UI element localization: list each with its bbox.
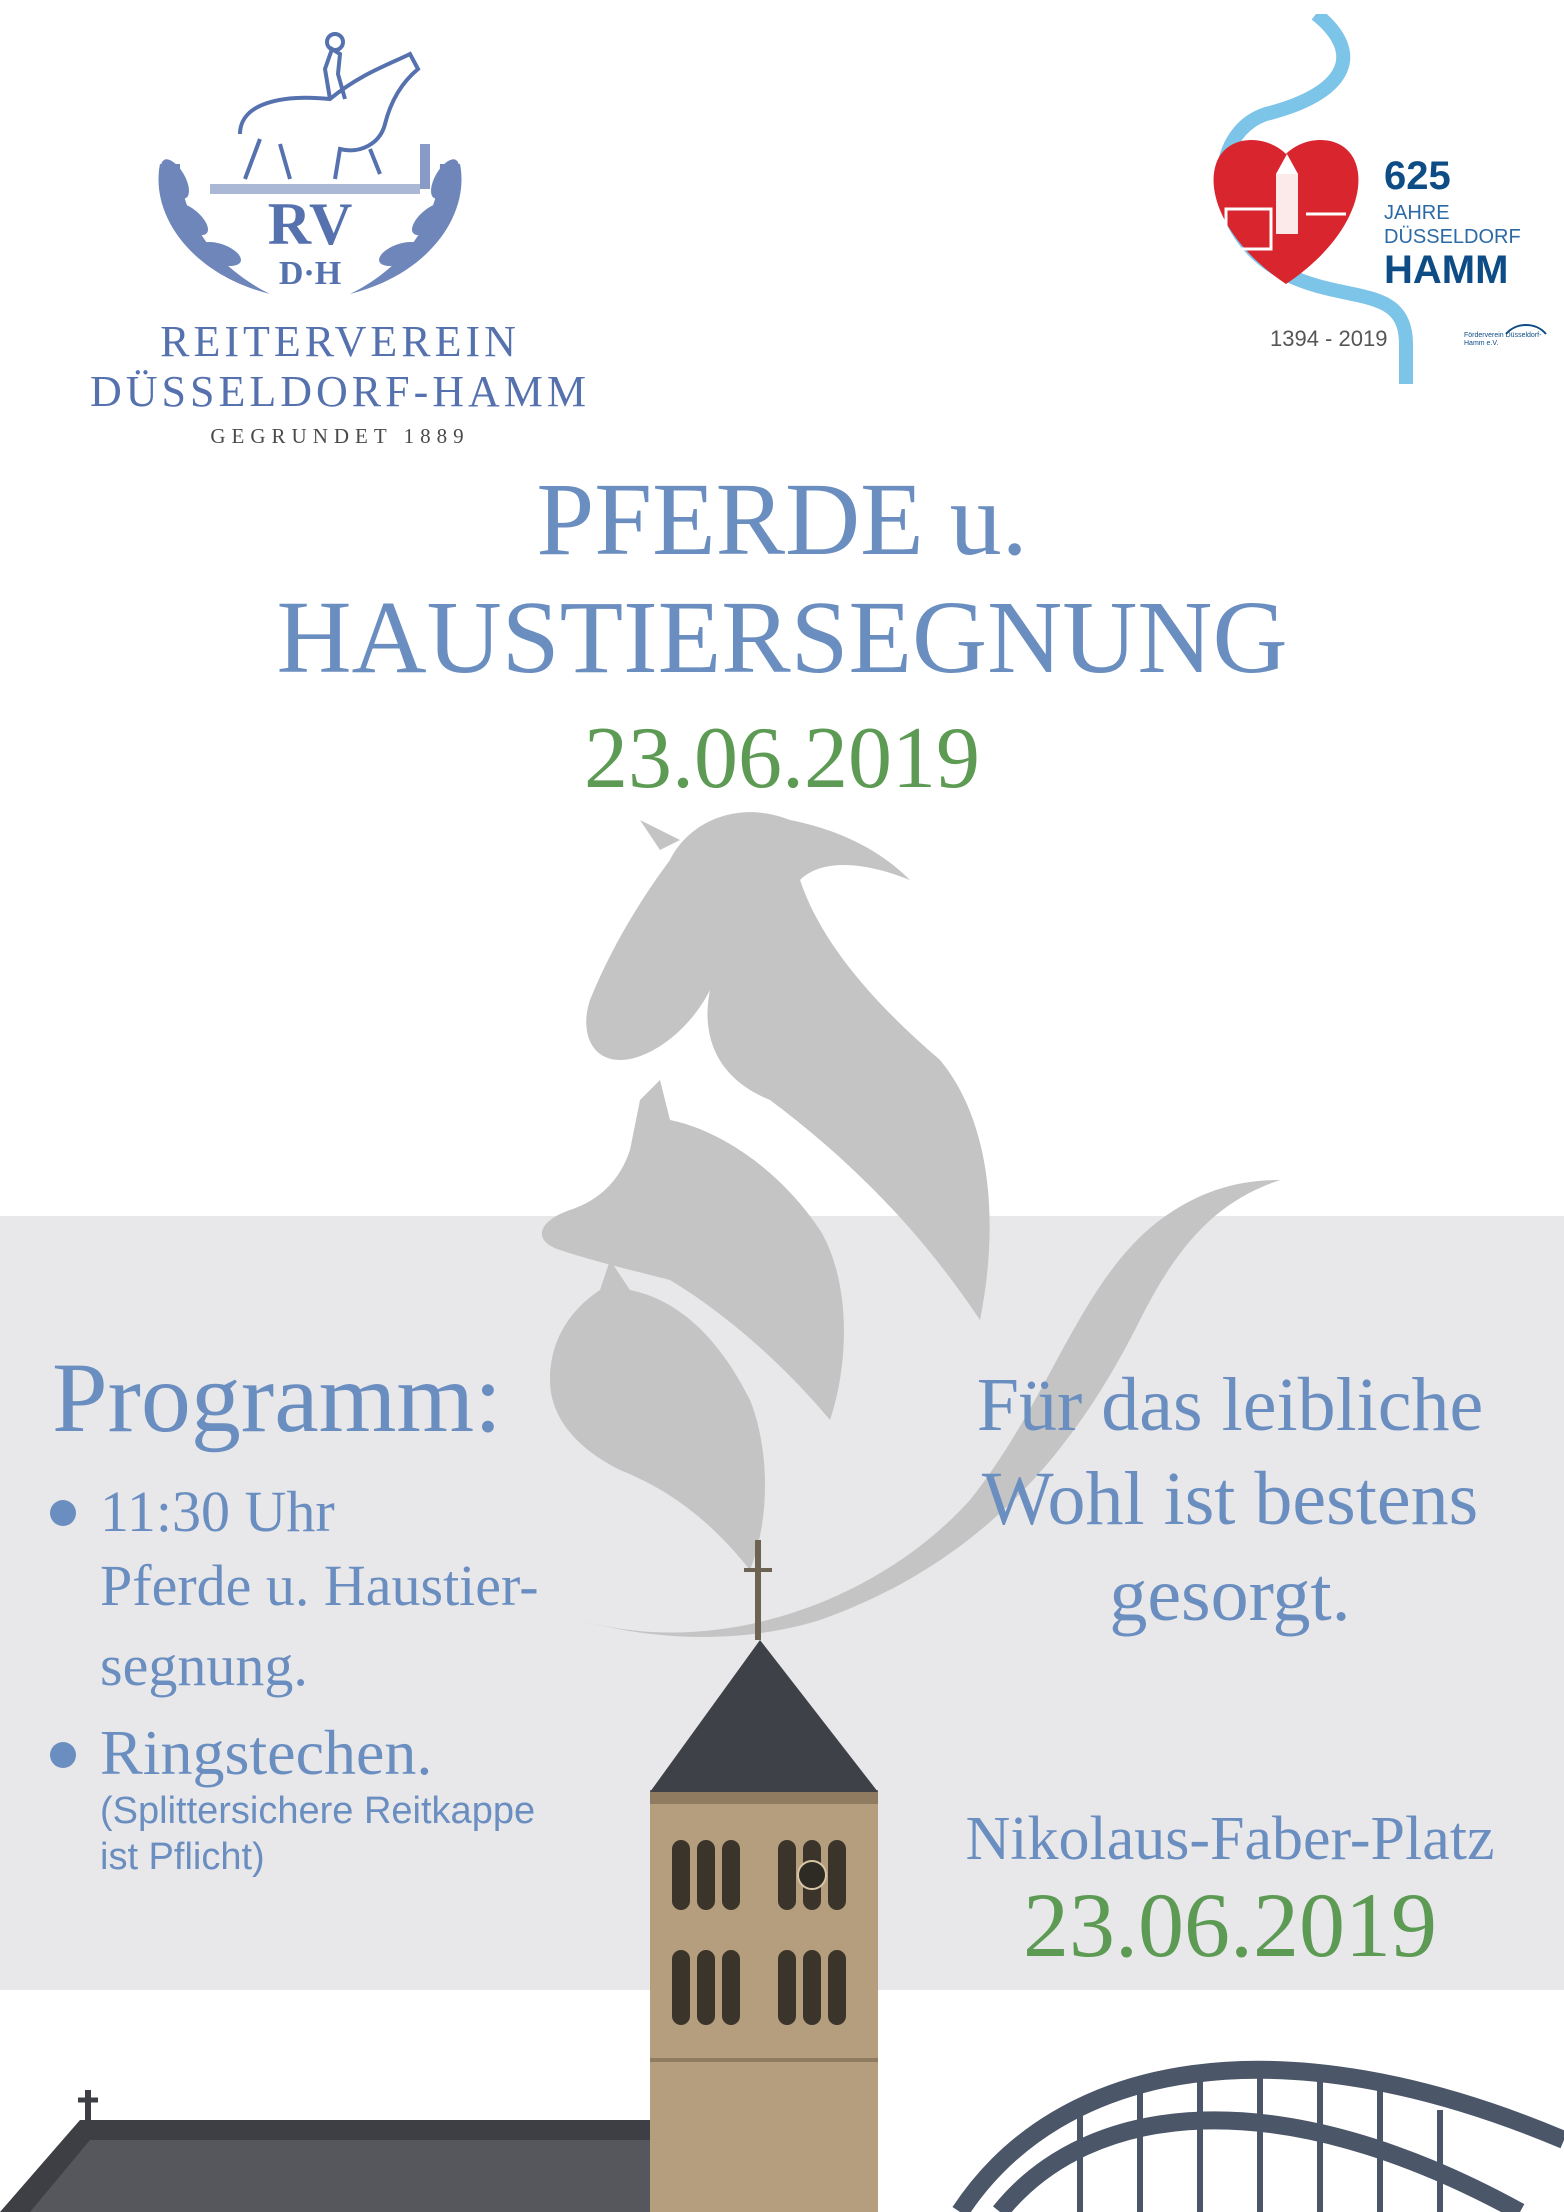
- anniversary-district: HAMM: [1384, 248, 1509, 292]
- monogram-bottom: D·H: [278, 255, 342, 292]
- monogram-top: RV: [267, 191, 353, 257]
- event-location: Nikolaus-Faber-Platz: [965, 1805, 1495, 1873]
- anniversary-city: DÜSSELDORF: [1384, 226, 1521, 248]
- club-founded: GEGRUNDET 1889: [210, 424, 470, 448]
- title-line1: PFERDE u.: [536, 462, 1028, 577]
- program-heading: Programm:: [52, 1342, 502, 1453]
- horse-rider-emblem-icon: [40, 14, 640, 314]
- anniversary-logo: [1206, 14, 1556, 384]
- club-name-line1: REITERVEREIN: [160, 317, 520, 366]
- reiterverein-logo: [40, 14, 640, 448]
- title-line2: HAUSTIERSEGNUNG: [276, 580, 1288, 695]
- catering-line1: Für das leibliche: [976, 1363, 1484, 1447]
- anniversary-years: 1394 - 2019: [1270, 326, 1388, 351]
- anniversary-number: 625: [1384, 154, 1451, 198]
- catering-line2: Wohl ist bestens: [981, 1457, 1479, 1541]
- club-name-line2: DÜSSELDORF-HAMM: [89, 367, 591, 416]
- bullet-icon: [50, 1500, 76, 1526]
- sponsor-label: Förderverein Düsseldorf-Hamm e.V.: [1464, 332, 1542, 347]
- event-date-header: 23.06.2019: [584, 710, 980, 807]
- event-date-footer: 23.06.2019: [1023, 1874, 1437, 1976]
- program-item2-note-line2: ist Pflicht): [100, 1836, 265, 1878]
- catering-line3: gesorgt.: [1109, 1553, 1351, 1637]
- program-item1-line1: Pferde u. Haustier-: [100, 1553, 539, 1618]
- program-item1-time: 11:30 Uhr: [100, 1479, 335, 1544]
- program-item2: Ringstechen.: [100, 1717, 433, 1788]
- bullet-icon: [50, 1742, 76, 1768]
- anniversary-jahre: JAHRE: [1384, 202, 1450, 224]
- program-item2-note-line1: (Splittersichere Reitkappe: [100, 1790, 536, 1832]
- program-item1-line2: segnung.: [100, 1633, 308, 1698]
